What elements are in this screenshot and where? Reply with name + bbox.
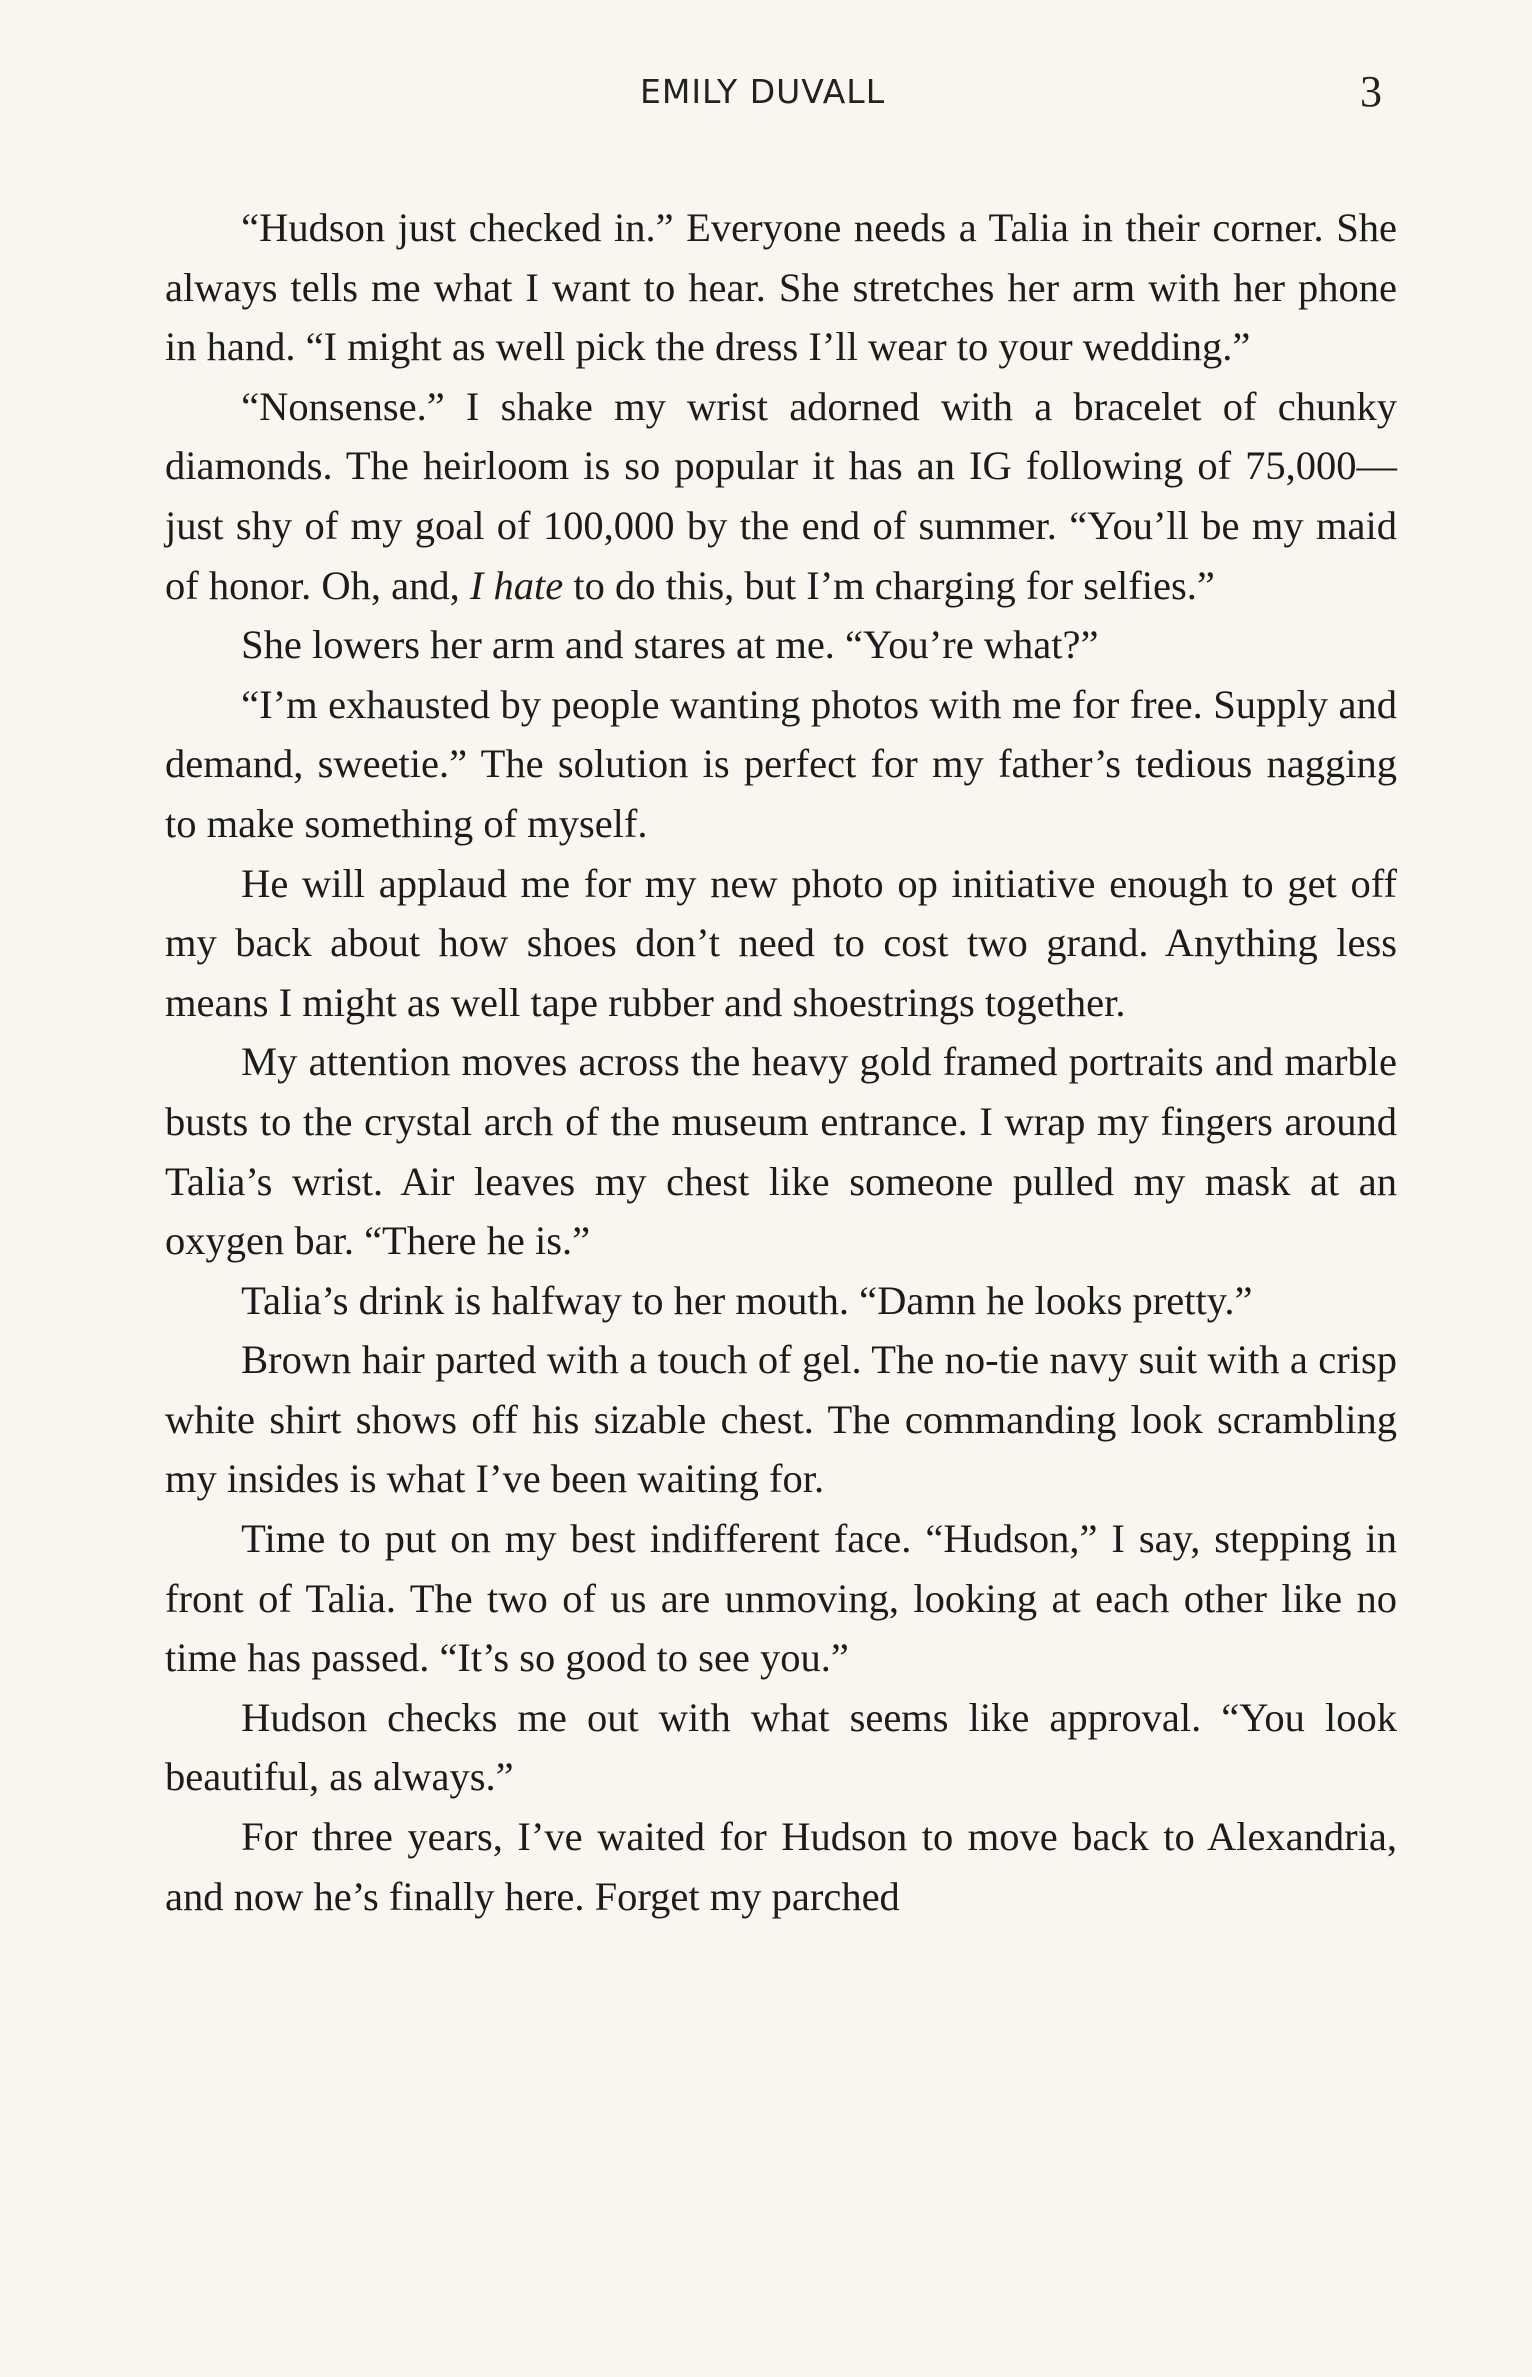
paragraph: For three years, I’ve waited for Hudson to move back to Alexandria, and now he’s finally here. Forget my parched: [165, 1814, 1397, 1919]
running-head: EMILY DUVALL: [640, 72, 886, 111]
paragraph: Talia’s drink is halfway to her mouth. “Damn he looks pretty.”: [241, 1277, 1253, 1323]
paragraph: “I’m exhausted by people wanting photos with me for free. Supply and demand, sweetie.” The solution is perfect for my father’s tedious nagging to make something of myself.: [165, 681, 1397, 846]
paragraph: My attention moves across the heavy gold framed portraits and marble busts to the crystal arch of the museum entrance. I wrap my fingers around Talia’s wrist. Air leaves my chest like someone pulled my mask at an oxygen bar. “There he is.”: [165, 1039, 1397, 1264]
body-text: [165, 198, 1397, 1926]
paragraph-text: to do this, but I’m charging for selfies.”: [563, 562, 1215, 608]
paragraph: She lowers her arm and stares at me. “You’re what?”: [241, 622, 1099, 668]
emphasis-text: I hate: [469, 562, 564, 608]
paragraph: [165, 377, 1397, 615]
paragraph: Hudson checks me out with what seems like approval. “You look beautiful, as always.”: [165, 1694, 1397, 1800]
paragraph: He will applaud me for my new photo op initiative enough to get off my back about how shoes don’t need to cost two grand. Anything less means I might as well tape rubber and shoestrings together.: [165, 860, 1397, 1025]
paragraph: Time to put on my best indifferent face. “Hudson,” I say, stepping in front of Talia. The two of us are unmoving, looking at each other like no time has passed. “It’s so good to see you.”: [165, 1516, 1397, 1681]
paragraph: “Hudson just checked in.” Everyone needs a Talia in their corner. She always tells me what I want to hear. She stretches her arm with her phone in hand. “I might as well pick the dress I’ll wear to your wedding.”: [165, 205, 1397, 370]
paragraph: Brown hair parted with a touch of gel. The no-tie navy suit with a crisp white shirt shows off his sizable chest. The commanding look scrambling my insides is what I’ve been waiting for.: [165, 1337, 1397, 1502]
paragraph-text: “Nonsense.” I shake my wrist adorned with a bracelet of chunky diamonds. The heirloom is so popular it has an IG following of 75,000—just shy of my goal of 100,000 by the end of summer. “You’ll be my maid of honor. Oh, and,: [165, 383, 1397, 608]
page-number: 3: [1360, 67, 1382, 116]
